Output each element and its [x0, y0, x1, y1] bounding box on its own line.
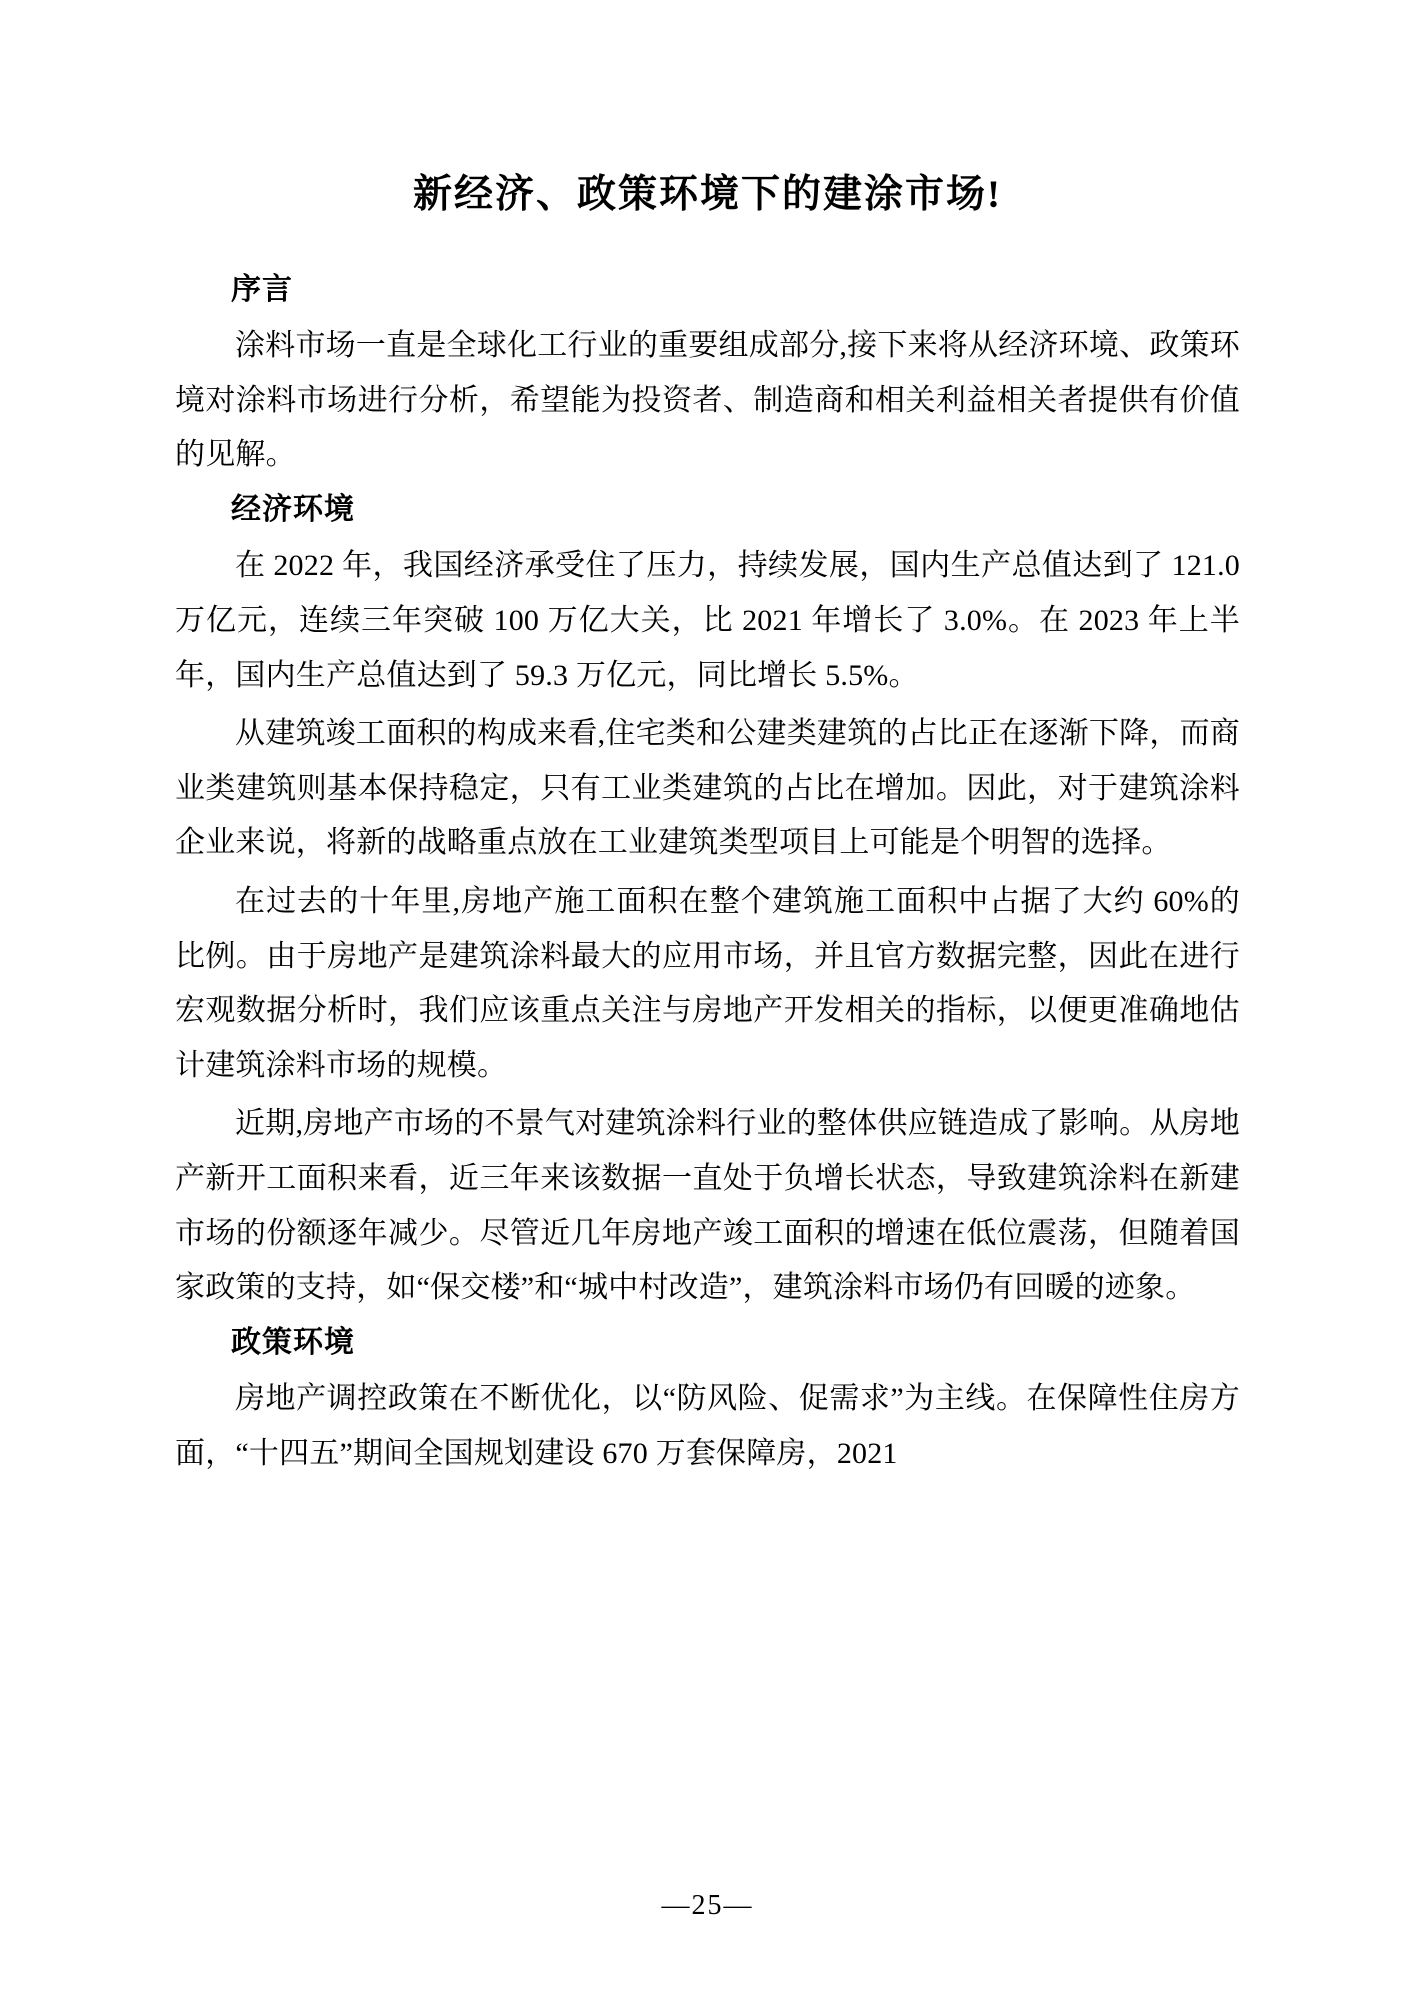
paragraph: 涂料市场一直是全球化工行业的重要组成部分,接下来将从经济环境、政策环境对涂料市场进行分析，希望能为投资者、制造商和相关利益相关者提供有价值的见解。 — [175, 329, 1240, 472]
paragraph: 近期,房地产市场的不景气对建筑涂料行业的整体供应链造成了影响。从房地产新开工面积来看，近三年来该数据一直处于负增长状态，导致建筑涂料在新建市场的份额逐年减少。尽管近几年房地产竣工面积的增速在低位震荡，但随着国家政策的支持，如“保交楼”和“城中村改造”，建筑涂料市场仍有回暖的迹象。 — [175, 1107, 1240, 1305]
page-title: 新经济、政策环境下的建涂市场! — [413, 173, 1002, 216]
page-number: —25— — [661, 1890, 754, 1921]
paragraph: 从建筑竣工面积的构成来看,住宅类和公建类建筑的占比正在逐渐下降，而商业类建筑则基本保持稳定，只有工业类建筑的占比在增加。因此，对于建筑涂料企业来说，将新的战略重点放在工业建筑类型项目上可能是个明智的选择。 — [175, 717, 1240, 860]
section-heading-policy-environment: 政策环境 — [231, 1325, 355, 1359]
paragraph: 房地产调控政策在不断优化，以“防风险、促需求”为主线。在保障性住房方面，“十四五”期间全国规划建设 670 万套保障房，2021 — [175, 1382, 1240, 1470]
section-heading-preface: 序言 — [231, 272, 293, 306]
paragraph: 在过去的十年里,房地产施工面积在整个建筑施工面积中占据了大约 60%的比例。由于房地产是建筑涂料最大的应用市场，并且官方数据完整，因此在进行宏观数据分析时，我们应该重点关注与房地产开发相关的指标，以便更准确地估计建筑涂料市场的规模。 — [175, 885, 1240, 1082]
paragraph: 在 2022 年，我国经济承受住了压力，持续发展，国内生产总值达到了 121.0 万亿元，连续三年突破 100 万亿大关，比 2021 年增长了 3.0%。在 2023 年上半年，国内生产总值达到了 59.3 万亿元，同比增长 5.5%。 — [175, 549, 1240, 692]
section-heading-economic-environment: 经济环境 — [231, 492, 355, 526]
